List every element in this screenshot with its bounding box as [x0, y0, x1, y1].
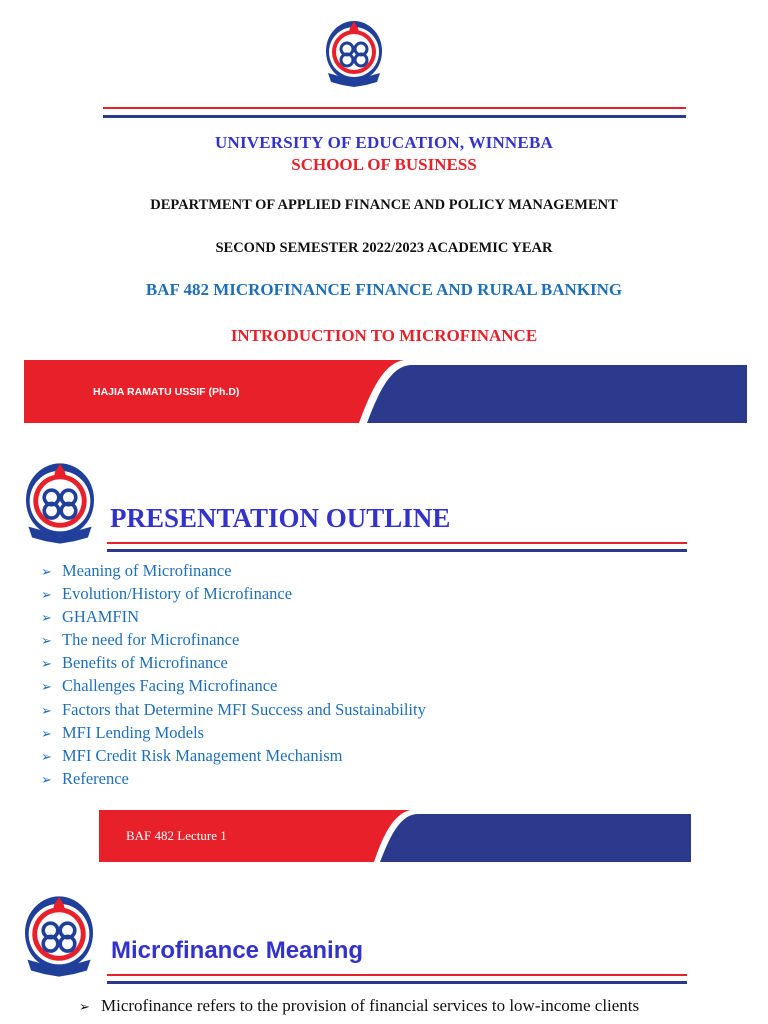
university-name: UNIVERSITY OF EDUCATION, WINNEBA — [215, 133, 553, 152]
university-crest-icon — [20, 894, 98, 979]
list-item — [79, 996, 639, 1016]
list-item — [41, 584, 426, 607]
department-name: DEPARTMENT OF APPLIED FINANCE AND POLICY MANAGEMENT — [150, 197, 618, 213]
outline-item-label: MFI Lending Models — [62, 722, 205, 742]
outline-item-label: GHAMFIN — [62, 607, 140, 627]
list-item — [41, 607, 426, 630]
lecture-topic: INTRODUCTION TO MICROFINANCE — [230, 326, 538, 345]
arrow-bullet-icon: ➢ — [41, 565, 52, 580]
arrow-bullet-icon: ➢ — [41, 680, 52, 696]
outline-title: PRESENTATION OUTLINE — [110, 503, 451, 533]
outline-item-label: The need for Microfinance — [62, 630, 240, 650]
arrow-bullet-icon: ➢ — [79, 1000, 90, 1015]
presenter-banner — [24, 360, 747, 423]
presenter-name: HAJIA RAMATU USSIF (Ph.D) — [93, 386, 240, 398]
outline-rule-navy — [107, 549, 687, 552]
list-item — [41, 746, 426, 769]
outline-item-label: Meaning of Microfinance — [62, 561, 232, 580]
outline-item-label: MFI Credit Risk Management Mechanism — [62, 745, 343, 765]
outline-item-label: Evolution/History of Microfinance — [62, 584, 293, 604]
list-item — [41, 676, 426, 699]
meaning-rule-red — [107, 974, 687, 976]
outline-item-label: Factors that Determine MFI Success and Sustainability — [62, 699, 426, 719]
meaning-rule-navy — [107, 981, 687, 984]
list-item — [41, 653, 426, 676]
outline-list — [41, 561, 426, 792]
list-item — [41, 723, 426, 746]
outline-rule-red — [107, 542, 687, 544]
arrow-bullet-icon: ➢ — [41, 657, 52, 673]
outline-item-label: Reference — [62, 768, 129, 788]
header-rule-navy — [103, 115, 686, 118]
arrow-bullet-icon: ➢ — [41, 772, 52, 788]
arrow-bullet-icon: ➢ — [41, 749, 52, 765]
arrow-bullet-icon: ➢ — [41, 703, 52, 719]
school-name: SCHOOL OF BUSINESS — [291, 155, 477, 174]
course-title: BAF 482 MICROFINANCE FINANCE AND RURAL BANKING — [145, 280, 623, 299]
slide-title: Microfinance Meaning — [111, 937, 364, 964]
arrow-bullet-icon: ➢ — [41, 726, 52, 742]
lecture-label: BAF 482 Lecture 1 — [126, 828, 227, 843]
outline-item-label: Benefits of Microfinance — [62, 653, 228, 673]
footer-banner — [99, 810, 691, 862]
list-item — [41, 700, 426, 723]
list-item — [41, 561, 426, 584]
semester-label: SECOND SEMESTER 2022/2023 ACADEMIC YEAR — [215, 240, 553, 256]
outline-item-label: Challenges Facing Microfinance — [62, 676, 278, 696]
university-crest-icon — [21, 461, 99, 546]
arrow-bullet-icon: ➢ — [41, 634, 52, 650]
university-crest-icon — [322, 19, 386, 89]
list-item — [41, 630, 426, 653]
list-item — [41, 769, 426, 792]
bullet-text: Microfinance refers to the provision of financial services to low-income clients — [101, 996, 640, 1015]
arrow-bullet-icon: ➢ — [41, 611, 52, 627]
header-rule-red — [103, 107, 686, 109]
arrow-bullet-icon: ➢ — [41, 588, 52, 604]
